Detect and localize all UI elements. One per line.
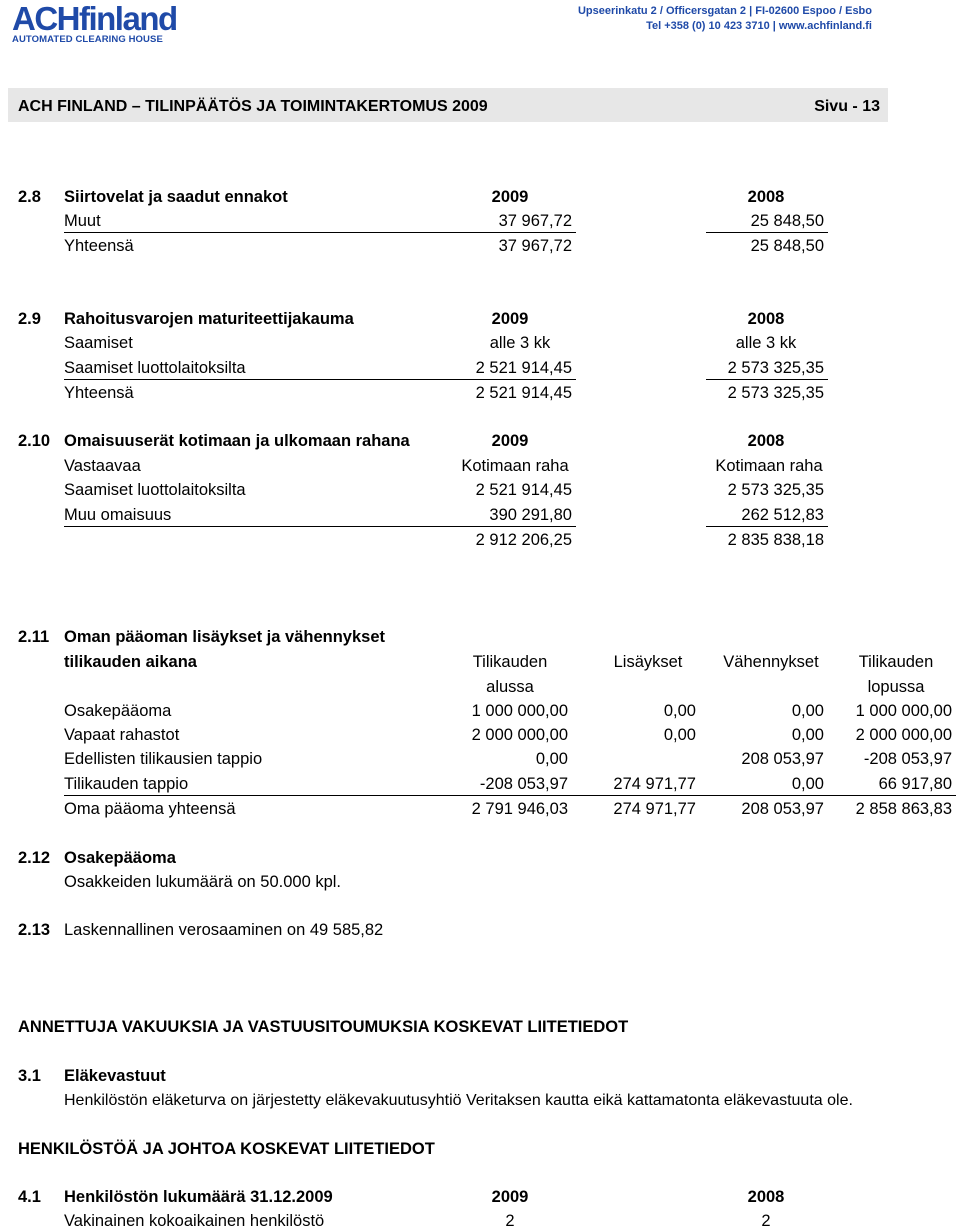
value-cell: 1 000 000,00 — [855, 702, 952, 720]
section-title: Henkilöstön lukumäärä 31.12.2009 — [64, 1188, 333, 1206]
section-number: 2.10 — [18, 432, 51, 450]
row-label: Edellisten tilikausien tappio — [64, 750, 263, 768]
row-label: Muu omaisuus — [64, 506, 172, 524]
value-cell: 2 521 914,45 — [475, 359, 572, 377]
company-logo-subtitle: AUTOMATED CLEARING HOUSE — [12, 34, 163, 45]
value-cell: alle 3 kk — [735, 334, 797, 352]
value-cell: 2 521 914,45 — [475, 481, 572, 499]
divider — [706, 232, 828, 233]
value-cell: alle 3 kk — [489, 334, 551, 352]
value-cell: 2 573 325,35 — [727, 359, 824, 377]
divider — [706, 526, 828, 527]
document-title: ACH FINLAND – TILINPÄÄTÖS JA TOIMINTAKERTOMUS 2009 — [18, 98, 488, 115]
column-header: Lisäykset — [613, 653, 683, 671]
value-cell: 262 512,83 — [741, 506, 824, 524]
heading-guarantees: ANNETTUJA VAKUUKSIA JA VASTUUSITOUMUKSIA KOSKEVAT LIITETIEDOT — [18, 1018, 629, 1036]
value-cell: -208 053,97 — [479, 775, 568, 793]
value-cell: 2 573 325,35 — [727, 384, 824, 402]
value-cell: 390 291,80 — [489, 506, 572, 524]
value-cell: 208 053,97 — [741, 750, 824, 768]
section-text: Laskennallinen verosaaminen on 49 585,82 — [64, 921, 384, 939]
value-cell: 2 000 000,00 — [855, 726, 952, 744]
page-number: Sivu - 13 — [814, 98, 880, 115]
section-number: 2.13 — [18, 921, 51, 939]
divider — [64, 379, 576, 380]
company-logo: ACHfinland — [12, 0, 177, 37]
section-text: Henkilöstön eläketurva on järjestetty eläkevakuutusyhtiö Veritaksen kautta eikä kattamatonta eläkevastuuta ole. — [64, 1092, 853, 1109]
year-header: 2008 — [747, 1188, 785, 1206]
year-header: 2008 — [747, 310, 785, 328]
total-cell: 2 791 946,03 — [471, 800, 568, 818]
row-label: Oma pääoma yhteensä — [64, 800, 236, 818]
value-cell: Kotimaan raha — [715, 457, 823, 475]
value-cell: 0,00 — [535, 750, 568, 768]
value-cell: Kotimaan raha — [461, 457, 569, 475]
year-header: 2009 — [491, 1188, 529, 1206]
column-header: lopussa — [867, 678, 925, 696]
value-cell: 2 521 914,45 — [475, 384, 572, 402]
section-title: Siirtovelat ja saadut ennakot — [64, 188, 288, 206]
value-cell: 37 967,72 — [498, 237, 572, 255]
value-cell: 0,00 — [663, 702, 696, 720]
value-cell: 0,00 — [663, 726, 696, 744]
section-number: 4.1 — [18, 1188, 41, 1206]
value-cell: 2 — [505, 1212, 515, 1230]
row-label: Osakepääoma — [64, 702, 172, 720]
section-title: Oman pääoman lisäykset ja vähennykset — [64, 628, 385, 646]
row-label: Saamiset — [64, 334, 133, 352]
row-label: Yhteensä — [64, 237, 134, 255]
value-cell: 274 971,77 — [613, 775, 696, 793]
total-cell: 2 835 838,18 — [727, 531, 824, 549]
divider — [706, 379, 828, 380]
total-cell: 208 053,97 — [741, 800, 824, 818]
section-number: 2.8 — [18, 188, 41, 206]
row-label: Saamiset luottolaitoksilta — [64, 481, 246, 499]
value-cell: 0,00 — [791, 702, 824, 720]
divider — [64, 795, 956, 796]
row-label: Tilikauden tappio — [64, 775, 189, 793]
heading-staff: HENKILÖSTÖÄ JA JOHTOA KOSKEVAT LIITETIEDOT — [18, 1140, 435, 1158]
total-cell: 274 971,77 — [613, 800, 696, 818]
divider — [64, 232, 576, 233]
total-cell: 2 858 863,83 — [855, 800, 952, 818]
value-cell: -208 053,97 — [863, 750, 952, 768]
year-header: 2008 — [747, 432, 785, 450]
section-title: Osakepääoma — [64, 849, 176, 867]
total-cell: 2 912 206,25 — [475, 531, 572, 549]
year-header: 2009 — [491, 310, 529, 328]
value-cell: 66 917,80 — [878, 775, 952, 793]
value-cell: 37 967,72 — [498, 212, 572, 230]
column-header: Tilikauden — [472, 653, 548, 671]
year-header: 2009 — [491, 432, 529, 450]
column-header: Vähennykset — [723, 653, 819, 671]
contact-line: Tel +358 (0) 10 423 3710 | www.achfinland.fi — [646, 20, 872, 32]
row-label: Vakinainen kokoaikainen henkilöstö — [64, 1212, 325, 1230]
column-header: Tilikauden — [858, 653, 934, 671]
row-label: Muut — [64, 212, 101, 230]
value-cell: 2 — [761, 1212, 771, 1230]
value-cell: 25 848,50 — [750, 212, 824, 230]
section-title: Eläkevastuut — [64, 1067, 166, 1085]
address-line: Upseerinkatu 2 / Officersgatan 2 | FI-02600 Espoo / Esbo — [577, 5, 872, 17]
row-label: Yhteensä — [64, 384, 134, 402]
document-title-banner — [8, 88, 888, 122]
value-cell: 2 573 325,35 — [727, 481, 824, 499]
section-title: Omaisuuserät kotimaan ja ulkomaan rahana — [64, 432, 410, 450]
section-title: Rahoitusvarojen maturiteettijakauma — [64, 310, 354, 328]
section-title-line2: tilikauden aikana — [64, 653, 197, 671]
section-number: 3.1 — [18, 1067, 41, 1085]
divider — [64, 526, 576, 527]
row-label: Vapaat rahastot — [64, 726, 180, 744]
value-cell: 0,00 — [791, 726, 824, 744]
section-text: Osakkeiden lukumäärä on 50.000 kpl. — [64, 873, 342, 891]
section-number: 2.11 — [18, 628, 50, 646]
column-header: alussa — [486, 678, 534, 696]
value-cell: 0,00 — [791, 775, 824, 793]
year-header: 2008 — [747, 188, 785, 206]
row-label: Saamiset luottolaitoksilta — [64, 359, 246, 377]
value-cell: 1 000 000,00 — [471, 702, 568, 720]
section-number: 2.9 — [18, 310, 41, 328]
year-header: 2009 — [491, 188, 529, 206]
section-number: 2.12 — [18, 849, 51, 867]
row-label: Vastaavaa — [64, 457, 141, 475]
value-cell: 25 848,50 — [750, 237, 824, 255]
value-cell: 2 000 000,00 — [471, 726, 568, 744]
